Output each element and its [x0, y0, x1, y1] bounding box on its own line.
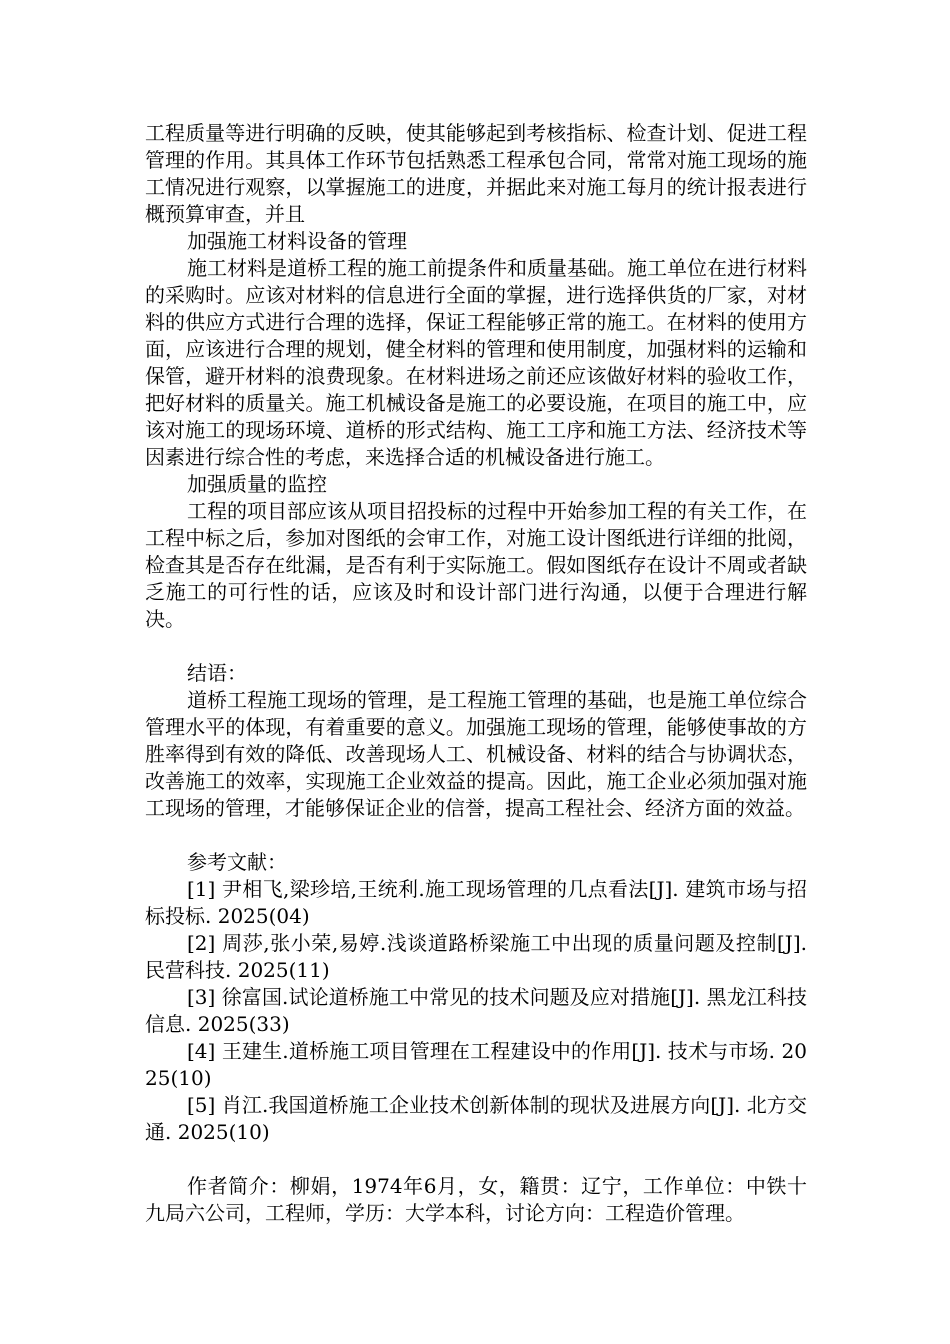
document-page [145, 120, 807, 1227]
reference-item: [4] 王建生.道桥施工项目管理在工程建设中的作用[J]. 技术与市场. 2025(10) [145, 1039, 807, 1090]
quality-paragraph: 工程的项目部应该从项目招投标的过程中开始参加工程的有关工作，在工程中标之后，参加对图纸的会审工作，对施工设计图纸进行详细的批阅，检查其是否存在纰漏，是否有利于实际施工。假如图纸存在设计不周或者缺乏施工的可行性的话，应该及时和设计部门进行沟通，以便于合理进行解决。 [145, 499, 807, 631]
author-bio-paragraph: 作者简介：柳娟，1974年6月，女，籍贯：辽宁，工作单位：中铁十九局六公司，工程师，学历：大学本科，讨论方向：工程造价管理。 [145, 1174, 807, 1225]
conclusion-heading: 结语： [187, 661, 247, 685]
materials-heading: 加强施工材料设备的管理 [187, 229, 407, 253]
conclusion-paragraph: 道桥工程施工现场的管理，是工程施工管理的基础，也是施工单位综合管理水平的体现，有着重要的意义。加强施工现场的管理，能够使事故的方胜率得到有效的降低、改善现场人工、机械设备、材料的结合与协调状态，改善施工的效率，实现施工企业效益的提高。因此，施工企业必须加强对施工现场的管理，才能够保证企业的信誉，提高工程社会、经济方面的效益。 [145, 688, 807, 820]
reference-item: [1] 尹相飞,梁珍培,王统利.施工现场管理的几点看法[J]. 建筑市场与招标投标. 2025(04) [145, 877, 807, 928]
spacer [145, 822, 807, 849]
intro-paragraph: 工程质量等进行明确的反映，使其能够起到考核指标、检查计划、促进工程管理的作用。其具体工作环节包括熟悉工程承包合同，常常对施工现场的施工情况进行观察，以掌握施工的进度，并据此来对施工每月的统计报表进行概预算审查，并且 [145, 121, 807, 226]
reference-item: [5] 肖江.我国道桥施工企业技术创新体制的现状及进展方向[J]. 北方交通. 2025(10) [145, 1093, 807, 1144]
references-heading: 参考文献： [187, 850, 287, 874]
quality-heading: 加强质量的监控 [187, 472, 327, 496]
spacer [145, 1146, 807, 1173]
reference-item: [3] 徐富国.试论道桥施工中常见的技术问题及应对措施[J]. 黑龙江科技信息. 2025(33) [145, 985, 807, 1036]
reference-item: [2] 周莎,张小荣,易婷.浅谈道路桥梁施工中出现的质量问题及控制[J]. 民营科技. 2025(11) [145, 931, 807, 982]
materials-paragraph: 施工材料是道桥工程的施工前提条件和质量基础。施工单位在进行材料的采购时。应该对材料的信息进行全面的掌握，进行选择供货的厂家，对材料的供应方式进行合理的选择，保证工程能够正常的施工。在材料的使用方面，应该进行合理的规划，健全材料的管理和使用制度，加强材料的运输和保管，避开材料的浪费现象。在材料进场之前还应该做好材料的验收工作，把好材料的质量关。施工机械设备是施工的必要设施，在项目的施工中，应该对施工的现场环境、道桥的形式结构、施工工序和施工方法、经济技术等因素进行综合性的考虑，来选择合适的机械设备进行施工。 [145, 256, 807, 469]
spacer [145, 633, 807, 660]
